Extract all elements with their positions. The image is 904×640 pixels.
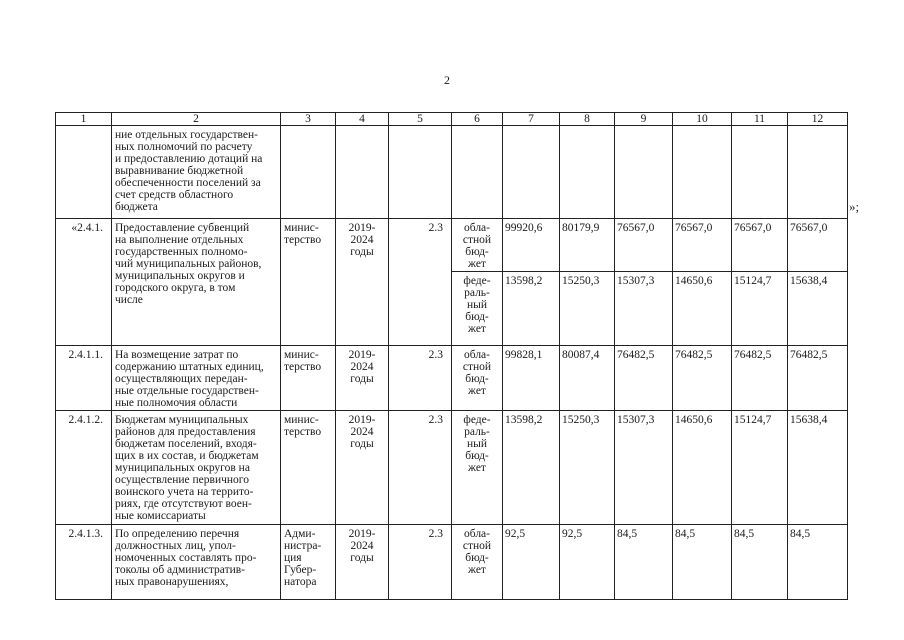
value-cell: 15250,3 <box>560 411 615 525</box>
value-cell: 76567,0 <box>673 219 732 272</box>
indicator-cell: 2.3 <box>389 346 452 411</box>
period-cell: 2019- 2024 годы <box>336 411 389 525</box>
name-cell: Бюджетам муниципальных районов для предоставления бюджетам поселений, входя- щих в их состав, и бюджетам муниципальных округов на осуществление первичного воинского учета на террито- риях, где отсутствуют воен- ные комиссариаты <box>112 411 281 525</box>
source-cell: обла- стной бюд- жет <box>452 346 503 411</box>
executor-cell: минис- терство <box>281 346 336 411</box>
header-cell: 12 <box>788 113 848 126</box>
value-cell: 92,5 <box>560 525 615 600</box>
period-cell: 2019- 2024 годы <box>336 219 389 346</box>
value-cell <box>788 126 848 219</box>
value-cell <box>732 126 788 219</box>
value-cell: 84,5 <box>732 525 788 600</box>
value-cell: 13598,2 <box>503 272 560 346</box>
executor-cell: минис- терство <box>281 219 336 346</box>
value-cell: 15250,3 <box>560 272 615 346</box>
value-cell <box>503 126 560 219</box>
budget-table <box>55 112 848 600</box>
indicator-cell: 2.3 <box>389 411 452 525</box>
source-cell: феде- раль- ный бюд- жет <box>452 411 503 525</box>
value-cell: 15638,4 <box>788 411 848 525</box>
value-cell <box>673 126 732 219</box>
header-cell: 9 <box>615 113 673 126</box>
value-cell: 76482,5 <box>732 346 788 411</box>
name-cell: ние отдельных государствен- ных полномочий по расчету и предоставлению дотаций на выравнивание бюджетной обеспеченности поселений за счет средств областного бюджета <box>112 126 281 219</box>
source-cell: феде- раль- ный бюд- жет <box>452 272 503 346</box>
header-cell: 3 <box>281 113 336 126</box>
value-cell: 15638,4 <box>788 272 848 346</box>
executor-cell <box>281 126 336 219</box>
source-cell: обла- стной бюд- жет <box>452 219 503 272</box>
executor-cell: Адми- нистра- ция Губер- натора <box>281 525 336 600</box>
period-cell: 2019- 2024 годы <box>336 346 389 411</box>
value-cell: 84,5 <box>615 525 673 600</box>
value-cell <box>615 126 673 219</box>
value-cell: 15307,3 <box>615 411 673 525</box>
code-cell: «2.4.1. <box>56 219 112 346</box>
source-cell: обла- стной бюд- жет <box>452 525 503 600</box>
value-cell: 80179,9 <box>560 219 615 272</box>
period-cell <box>336 126 389 219</box>
value-cell: 76482,5 <box>615 346 673 411</box>
value-cell: 14650,6 <box>673 272 732 346</box>
value-cell: 15124,7 <box>732 411 788 525</box>
table-row <box>56 525 848 600</box>
name-cell: На возмещение затрат по содержанию штатных единиц, осуществляющих передан- ные отдельные государствен- ные полномочия области <box>112 346 281 411</box>
value-cell: 13598,2 <box>503 411 560 525</box>
page-number: 2 <box>444 73 450 87</box>
header-cell: 6 <box>452 113 503 126</box>
value-cell: 84,5 <box>788 525 848 600</box>
header-cell: 11 <box>732 113 788 126</box>
value-cell: 15307,3 <box>615 272 673 346</box>
period-cell: 2019- 2024 годы <box>336 525 389 600</box>
name-cell: По определению перечня должностных лиц, упол- номоченных составлять про- токолы об административ- ных правонарушениях, <box>112 525 281 600</box>
header-cell: 1 <box>56 113 112 126</box>
table-row <box>56 346 848 411</box>
value-cell <box>560 126 615 219</box>
value-cell: 84,5 <box>673 525 732 600</box>
value-cell: 76482,5 <box>673 346 732 411</box>
name-cell: Предоставление субвенций на выполнение отдельных государственных полномо- чий муниципальных районов, муниципальных округов и городского округа, в том числе <box>112 219 281 346</box>
table-row <box>56 411 848 525</box>
value-cell: 76567,0 <box>615 219 673 272</box>
header-cell: 2 <box>112 113 281 126</box>
value-cell: 99920,6 <box>503 219 560 272</box>
value-cell: 99828,1 <box>503 346 560 411</box>
header-cell: 7 <box>503 113 560 126</box>
code-cell: 2.4.1.3. <box>56 525 112 600</box>
header-cell: 8 <box>560 113 615 126</box>
header-row <box>56 113 848 126</box>
executor-cell: минис- терство <box>281 411 336 525</box>
value-cell: 76482,5 <box>788 346 848 411</box>
code-cell: 2.4.1.1. <box>56 346 112 411</box>
continuation-row <box>56 126 848 219</box>
source-cell <box>452 126 503 219</box>
value-cell: 80087,4 <box>560 346 615 411</box>
indicator-cell <box>389 126 452 219</box>
value-cell: 14650,6 <box>673 411 732 525</box>
header-cell: 5 <box>389 113 452 126</box>
code-cell <box>56 126 112 219</box>
header-cell: 10 <box>673 113 732 126</box>
code-cell: 2.4.1.2. <box>56 411 112 525</box>
closing-quote-mark: »; <box>849 199 860 214</box>
value-cell: 15124,7 <box>732 272 788 346</box>
value-cell: 92,5 <box>503 525 560 600</box>
indicator-cell: 2.3 <box>389 525 452 600</box>
indicator-cell: 2.3 <box>389 219 452 346</box>
value-cell: 76567,0 <box>732 219 788 272</box>
value-cell: 76567,0 <box>788 219 848 272</box>
table-row <box>56 219 848 272</box>
header-cell: 4 <box>336 113 389 126</box>
